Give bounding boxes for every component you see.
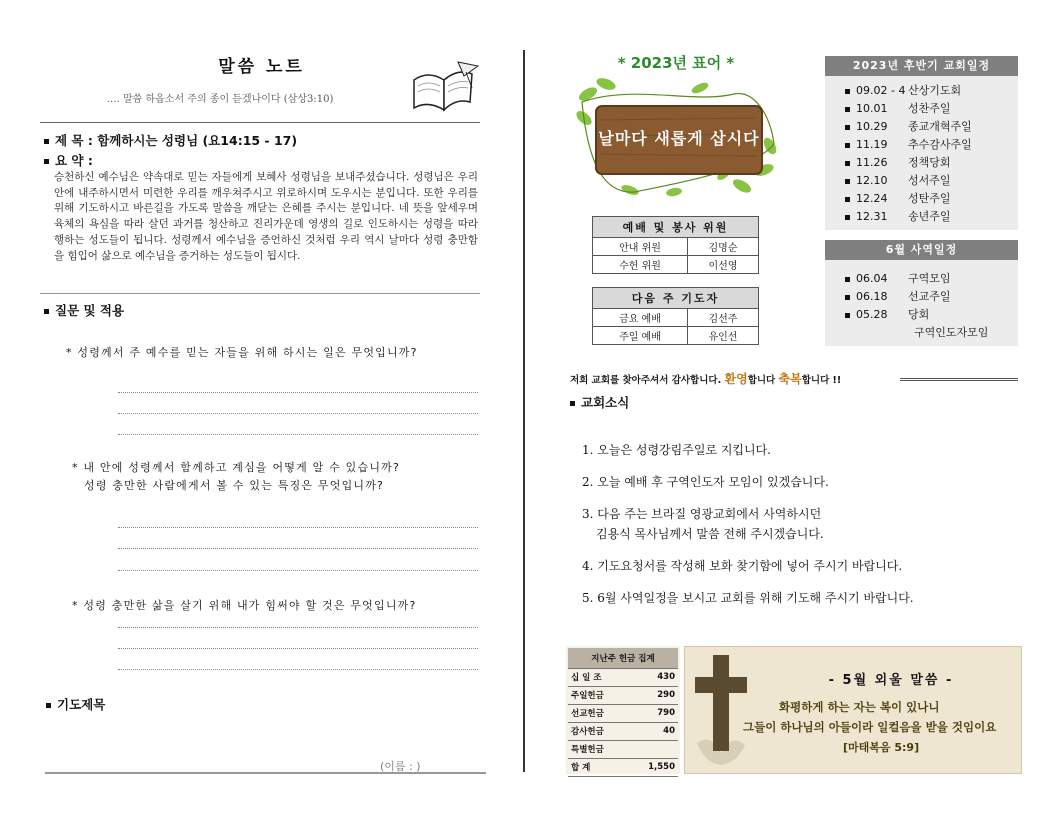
list-item: 11.19 추수감사주일 [825, 136, 1018, 154]
page-divider [523, 50, 525, 772]
list-item: 3. 다음 주는 브라질 영광교회에서 사역하시던 김용식 목사님께서 말씀 전해 주시겠습니다. [582, 507, 824, 541]
list-item: 12.10 성서주일 [825, 172, 1018, 190]
list-item: 4. 기도요청서를 작성해 보화 찾기함에 넣어 주시기 바랍니다. [582, 559, 903, 573]
answer-line[interactable] [118, 413, 478, 414]
summary-label: 요 약 : [55, 153, 93, 168]
bullet-icon [570, 401, 575, 406]
schedule-box [825, 56, 1018, 230]
answer-line[interactable] [118, 434, 478, 435]
footer-rule [45, 772, 486, 774]
table-row: 주일 예배 유인선 [593, 327, 759, 345]
questions-heading [44, 301, 124, 319]
list-item: 12.31 송년주일 [825, 208, 1018, 226]
summary-heading [44, 151, 93, 169]
motto-text: 날마다 새롭게 삽시다 [598, 129, 760, 148]
answer-line[interactable] [118, 392, 478, 393]
table-row: 감사헌금 40 [568, 722, 678, 740]
open-book-icon [408, 58, 480, 114]
list-item: 11.26 정책당회 [825, 154, 1018, 172]
question-2a: * 내 안에 성령께서 함께하고 계심을 어떻게 알 수 있습니까? [72, 461, 401, 474]
verse-line-2: 그들이 하나님의 아들이라 일컬음을 받을 것임이요 [743, 720, 997, 734]
answer-line[interactable] [118, 527, 478, 528]
bullet-icon [46, 703, 51, 708]
list-item: 05.28 당회 [825, 306, 1018, 324]
table-row: 수헌 위원 이선영 [593, 256, 759, 274]
prayer-table-header: 다음 주 기도자 [593, 288, 759, 309]
table-row: 특별헌금 [568, 740, 678, 758]
list-item: 1. 오늘은 성령강림주일로 지킵니다. [582, 443, 771, 457]
table-row: 선교헌금 790 [568, 704, 678, 722]
prayer-label: 기도제목 [57, 697, 106, 712]
motto-year: * 2023년 표어 * [617, 54, 735, 72]
prayer-heading [46, 695, 105, 713]
june-schedule-header: 6월 사역일정 [825, 240, 1018, 260]
list-item: 09.02 - 4 산상기도회 [825, 82, 1018, 100]
bullet-icon [44, 139, 49, 144]
table-row: 안내 위원 김명순 [593, 238, 759, 256]
answer-line[interactable] [118, 570, 478, 571]
topic-text: 제 목 : 함께하시는 성령님 (요14:15 - 17) [55, 133, 298, 148]
verse-reference: [마태복음 5:9] [843, 741, 920, 754]
schedule-header: 2023년 후반기 교회일정 [825, 56, 1018, 76]
bullet-icon [44, 159, 49, 164]
list-item: 10.01 성찬주일 [825, 100, 1018, 118]
name-field-label[interactable]: (이름 : ) [380, 760, 421, 773]
answer-line[interactable] [118, 648, 478, 649]
question-3: * 성령 충만한 삶을 살기 위해 내가 힘써야 할 것은 무엇입니까? [72, 599, 417, 612]
prayer-leader-table [592, 287, 759, 345]
answer-line[interactable] [118, 627, 478, 628]
header-rule [40, 122, 480, 123]
news-list [582, 440, 1012, 620]
memory-verse-card [684, 646, 1022, 774]
list-item: 06.04 구역모임 [825, 270, 1018, 288]
welcome-rule [900, 378, 1018, 381]
offering-summary [566, 646, 680, 774]
question-2b: 성령 충만한 사람에게서 볼 수 있는 특징은 무엇입니까? [84, 479, 385, 492]
service-table-header: 예배 및 봉사 위원 [593, 217, 759, 238]
list-item: 구역인도자모임 [914, 326, 989, 339]
list-item: 10.29 종교개혁주일 [825, 118, 1018, 136]
table-row: 합 계 1,550 [568, 758, 678, 776]
question-1: * 성령께서 주 예수를 믿는 자들을 위해 하시는 일은 무엇입니까? [66, 346, 418, 359]
news-heading: 교회소식 [570, 393, 629, 411]
summary-text: 승천하신 예수님은 약속대로 믿는 자들에게 보혜사 성령님을 보내주셨습니다. 성령님은 우리 안에 내주하시면서 미련한 우리를 깨우쳐주시고 위로하시며 도우시는 분입니다. 또한 우리를 위해 기도하시고 바른길을 가도록 말씀을 깨닫는 은혜를 주시는 분입니다. 네 뜻을 앞세우며 육체의 욕심을 따라 살던 과거를 청산하고 진리가운데 영생의 길로 인도하시는 성령을 따라 행하는 성도들이 됩니다. 성령께서 예수님을 증언하신 것처럼 우리 역시 날마다 성령 충만함을 힘입어 삶으로 예수님을 증거하는 성도들이 됩시다. [54, 171, 478, 262]
list-item: 06.18 선교주일 [825, 288, 1018, 306]
list-item: 5. 6월 사역일정을 보시고 교회를 위해 기도해 주시기 바랍니다. [582, 591, 914, 605]
table-row: 십 일 조 430 [568, 668, 678, 686]
bullet-icon [44, 309, 49, 314]
verse-line-1: 화평하게 하는 자는 복이 있나니 [779, 700, 940, 714]
service-table [592, 216, 759, 274]
verse-title: - 5월 외울 말씀 - [828, 673, 954, 688]
list-item: 2. 오늘 예배 후 구역인도자 모임이 있겠습니다. [582, 475, 829, 489]
answer-line[interactable] [118, 548, 478, 549]
summary-rule [40, 293, 480, 294]
questions-label: 질문 및 적용 [55, 303, 125, 318]
answer-line[interactable] [118, 669, 478, 670]
june-schedule-box [825, 240, 1018, 346]
topic-heading [44, 131, 297, 149]
offering-header: 지난주 헌금 집계 [568, 648, 678, 668]
table-row: 주일헌금 290 [568, 686, 678, 704]
subtitle-verse: …. 말씀 하옵소서 주의 종이 듣겠나이다 (삼상3:10) [106, 94, 334, 105]
list-item: 12.24 성탄주일 [825, 190, 1018, 208]
page-title: 말씀 노트 [218, 57, 305, 77]
table-row: 금요 예배 김선주 [593, 309, 759, 327]
welcome-message: 저희 교회를 찾아주셔서 감사합니다. 환영합니다 축복합니다 !! [570, 372, 842, 386]
